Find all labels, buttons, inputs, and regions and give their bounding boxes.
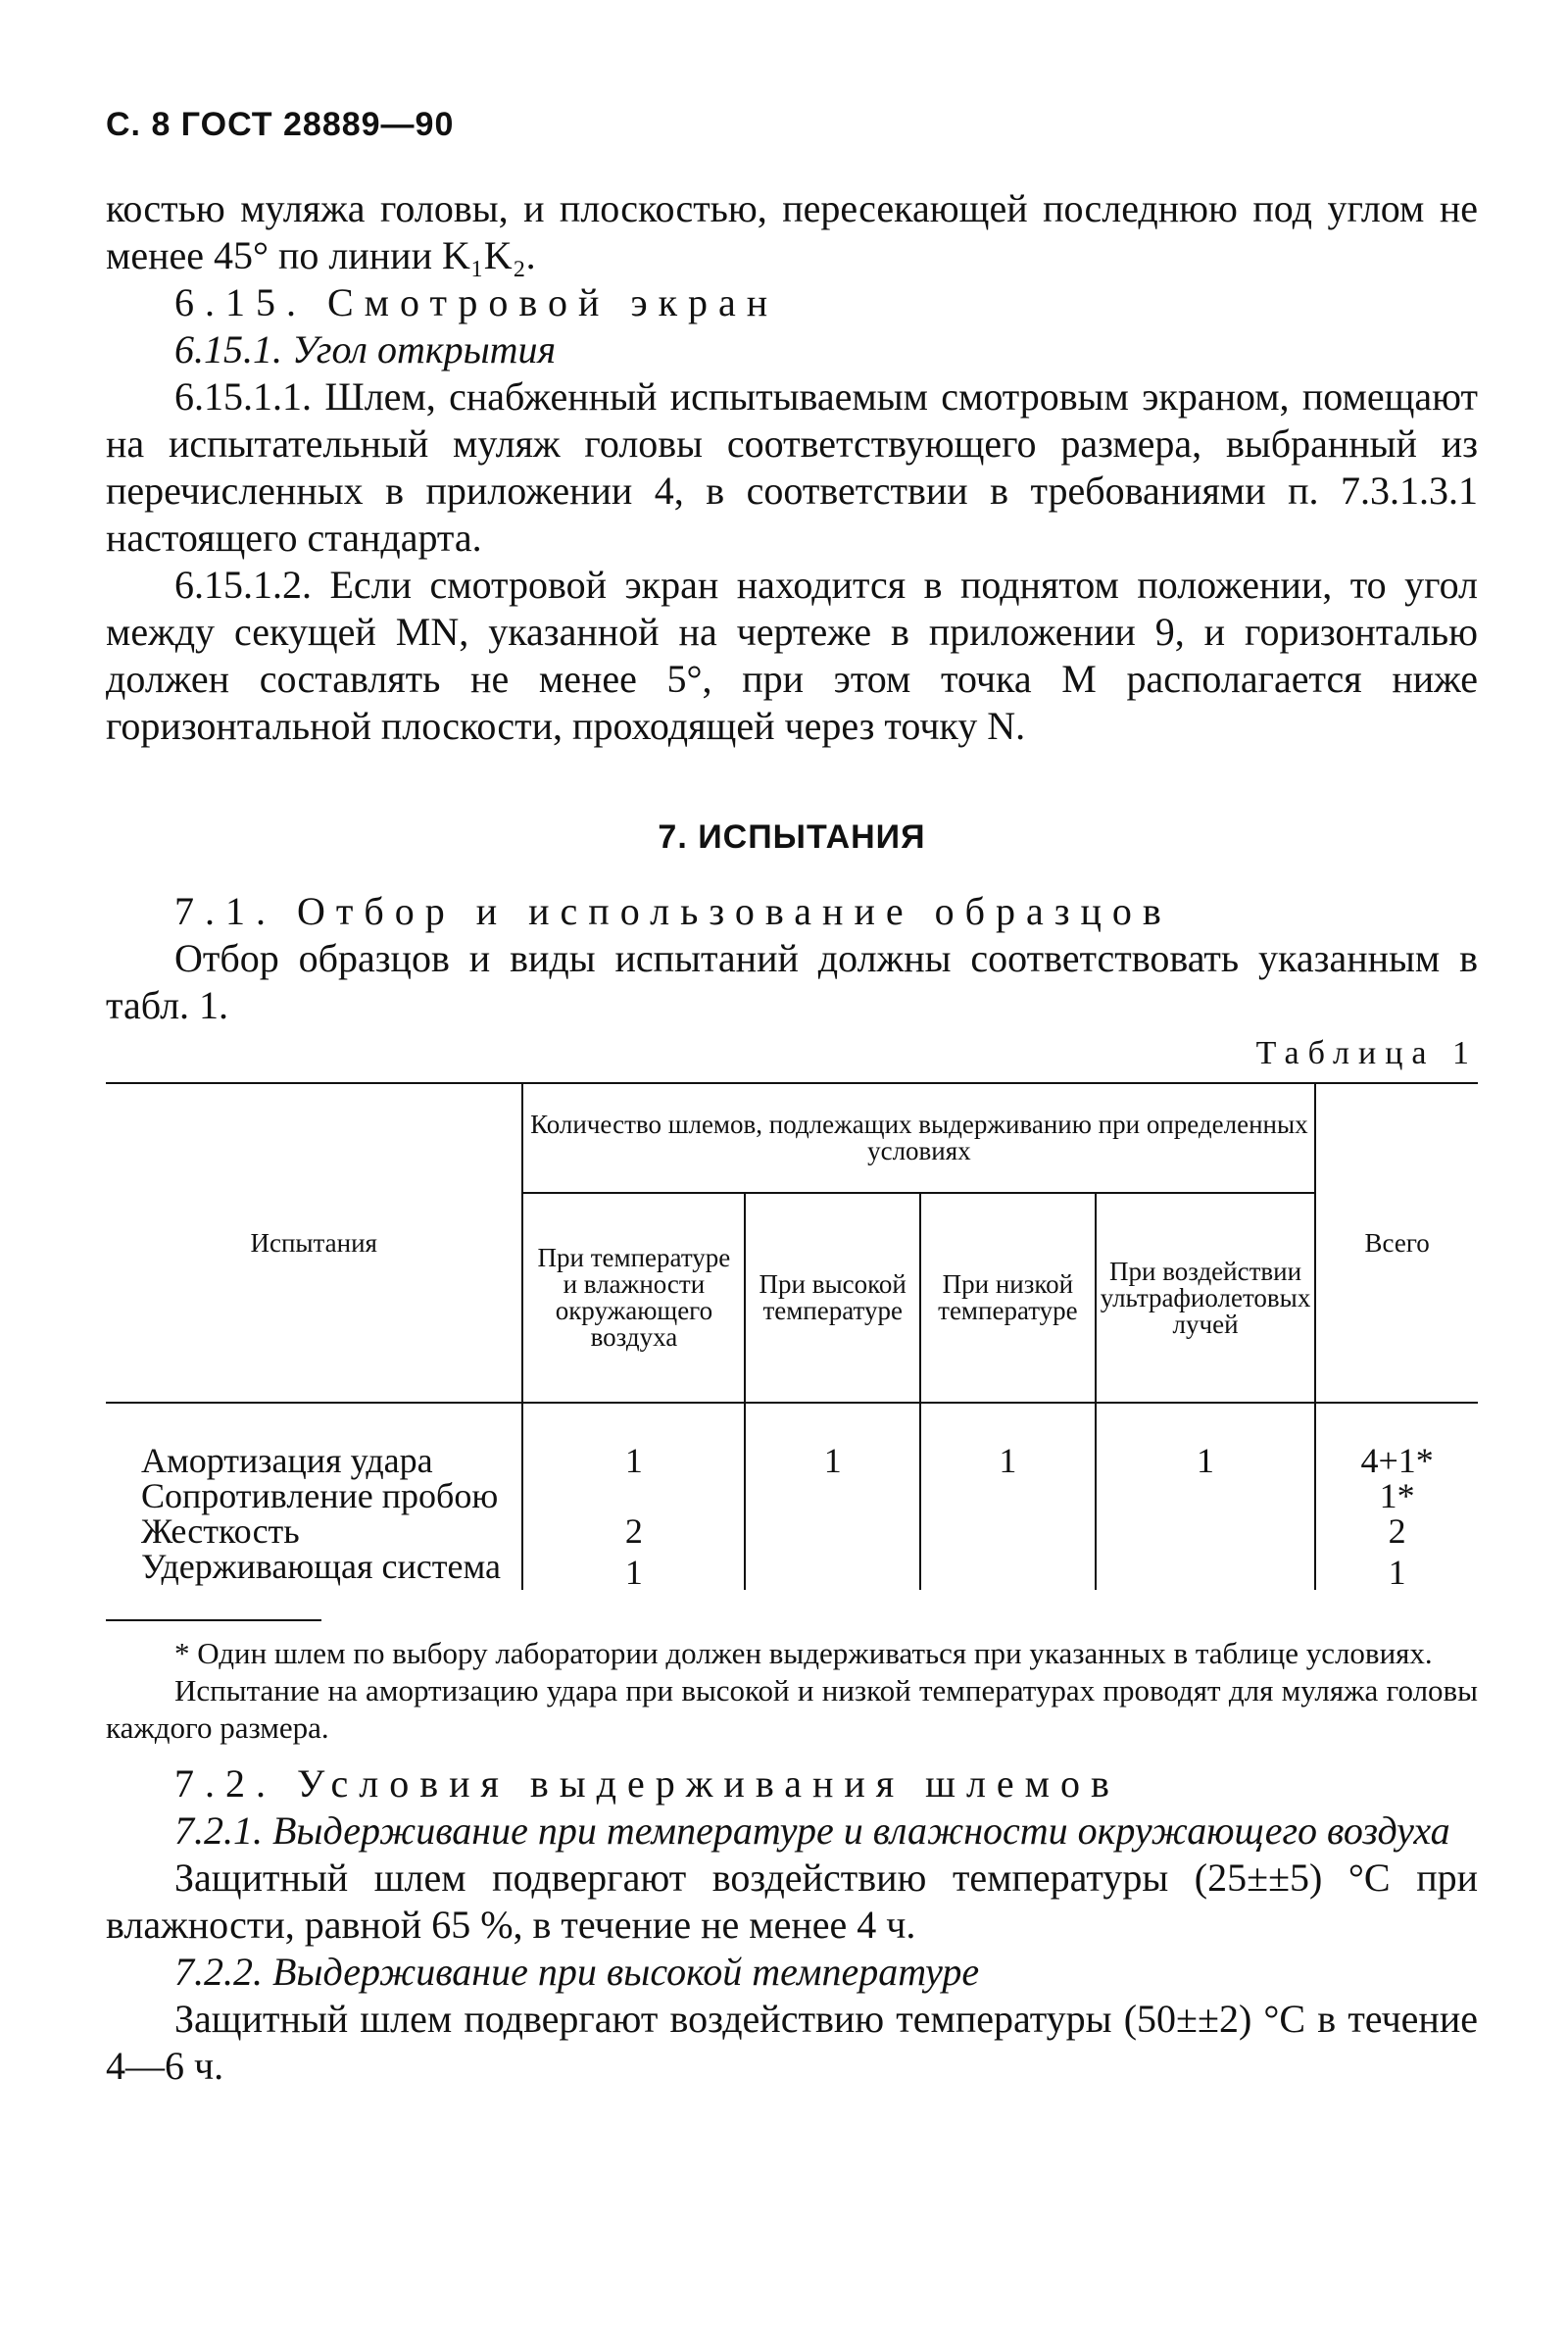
row-low [920, 1478, 1096, 1513]
row-high [745, 1478, 920, 1513]
row-low [920, 1513, 1096, 1549]
row-name: Удерживающая система [141, 1547, 501, 1586]
row-uv [1096, 1478, 1316, 1513]
section-6-15-1-heading: 6.15.1. Угол открытия [174, 327, 557, 371]
row-ambient [522, 1478, 745, 1513]
row-uv [1096, 1513, 1316, 1549]
row-name: Амортизация удара [141, 1441, 433, 1480]
row-high: 1 [745, 1403, 920, 1478]
section-6-15-heading: 6.15. Смотровой экран [174, 280, 779, 324]
row-ambient: 1 [522, 1549, 745, 1590]
section-7-title: 7. ИСПЫТАНИЯ [658, 818, 926, 856]
footnote-asterisk: * Один шлем по выбору лаборатории должен выдерживаться при указанных в таблице условиях. [174, 1636, 1433, 1670]
paragraph-7-2-1: Защитный шлем подвергают воздействию температуры (25±±5) °С при влажности, равной 65 %, в течение не менее 4 ч. [106, 1856, 1478, 1947]
paragraph-7-2-2: Защитный шлем подвергают воздействию температуры (50±±2) °С в течение 4—6 ч. [106, 1997, 1478, 2088]
page-header: С. 8 ГОСТ 28889—90 [106, 106, 455, 143]
table-row [106, 1549, 1478, 1590]
row-uv [1096, 1549, 1316, 1590]
row-high [745, 1513, 920, 1549]
row-name: Сопротивление пробою [141, 1476, 499, 1515]
header-tests: Испытания [106, 1083, 522, 1403]
section-7-2-1-heading: 7.2.1. Выдерживание при температуре и влажности окружающего воздуха [174, 1808, 1450, 1853]
row-low: 1 [920, 1403, 1096, 1478]
table-row [106, 1478, 1478, 1513]
row-low [920, 1549, 1096, 1590]
paragraph-7-1: Отбор образцов и виды испытаний должны соответствовать указанным в табл. 1. [106, 936, 1478, 1027]
row-name: Жесткость [141, 1511, 300, 1551]
row-high [745, 1549, 920, 1590]
document-page [106, 106, 1478, 2090]
table-row [106, 1513, 1478, 1549]
footnote-note: Испытание на амортизацию удара при высокой и низкой температурах проводят для муляжа головы каждого размера. [106, 1673, 1478, 1745]
row-ambient: 1 [522, 1403, 745, 1478]
table-caption: Таблица 1 [1255, 1035, 1478, 1071]
paragraph-6-15-1-1: 6.15.1.1. Шлем, снабженный испытываемым смотровым экраном, помещают на испытательный муляж головы соответствующего размера, выбранный из перечисленных в приложении 4, в соответствии в требованиями п. 7.3.1.3.1 настоящего стандарта. [106, 374, 1478, 560]
paragraph-6-15-1-2: 6.15.1.2. Если смотровой экран находится в поднятом положении, то угол между секущей MN, указанной на чертеже в приложении 9, и горизонталью должен составлять не менее 5°, при этом точка M располагается ниже горизонтальной плоскости, проходящей через точку N. [106, 563, 1478, 748]
row-total: 4+1* [1315, 1403, 1478, 1478]
section-7-1-heading: 7.1. Отбор и использование образцов [174, 889, 1172, 933]
header-uv: При воздействии ультрафиолетовых лучей [1096, 1193, 1316, 1403]
row-uv: 1 [1096, 1403, 1316, 1478]
header-ambient: При температуре и влажности окружающего воздуха [522, 1193, 745, 1403]
row-total: 2 [1315, 1513, 1478, 1549]
paragraph-continuation: костью муляжа головы, и плоскостью, пересекающей последнюю под углом не менее 45° по линии K₁K₂. [106, 186, 1478, 277]
row-total: 1* [1315, 1478, 1478, 1513]
tests-table [106, 1082, 1478, 1590]
header-total: Всего [1315, 1083, 1478, 1403]
row-total: 1 [1315, 1549, 1478, 1590]
header-high-temp: При высокой температуре [745, 1193, 920, 1403]
section-7-2-heading: 7.2. Условия выдерживания шлемов [174, 1761, 1120, 1806]
header-group: Количество шлемов, подлежащих выдерживанию при определенных условиях [522, 1083, 1315, 1193]
row-ambient: 2 [522, 1513, 745, 1549]
header-low-temp: При низкой температуре [920, 1193, 1096, 1403]
footnote-divider [106, 1619, 321, 1621]
section-7-2-2-heading: 7.2.2. Выдерживание при высокой температуре [174, 1950, 980, 1994]
table-row [106, 1403, 1478, 1478]
